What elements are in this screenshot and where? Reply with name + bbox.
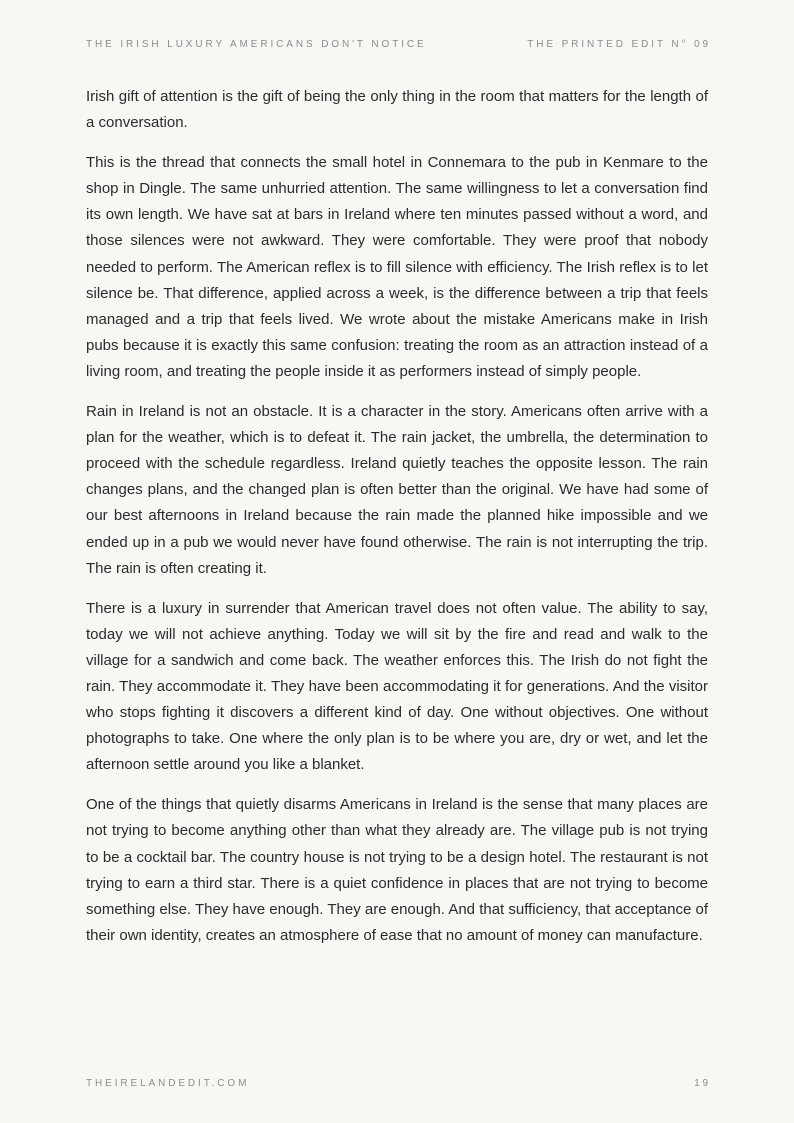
article-paragraph: Irish gift of attention is the gift of being the only thing in the room that matters for the length of a conversation. (86, 88, 708, 132)
running-header (86, 37, 711, 51)
article-paragraph: This is the thread that connects the small hotel in Connemara to the pub in Kenmare to the shop in Dingle. The same unhurried attention. The same willingness to let a conversation find its own length. We have sat at bars in Ireland where ten minutes passed without a word, and those silences were not awkward. They were comfortable. They were proof that nobody needed to perform. The American reflex is to fill silence with efficiency. The Irish reflex is to let silence be. That difference, applied across a week, is the difference between a trip that feels managed and a trip that feels lived. We wrote about the mistake Americans make in Irish pubs because it is exactly this same confusion: treating the room as an attraction instead of a living room, and treating the people inside it as performers instead of simply people. (86, 154, 708, 380)
article-paragraph: One of the things that quietly disarms Americans in Ireland is the sense that many places are not trying to become anything other than what they already are. The village pub is not trying to be a cocktail bar. The country house is not trying to be a design hotel. The restaurant is not trying to earn a third star. There is a quiet confidence in places that are not trying to become something else. They have enough. They are enough. And that sufficiency, that acceptance of their own identity, creates an atmosphere of ease that no amount of money can manufacture. (86, 796, 708, 944)
page-number: 19 (694, 1077, 711, 1089)
running-footer (86, 1076, 711, 1090)
article-body (86, 84, 708, 963)
running-header-title: THE IRISH LUXURY AMERICANS DON'T NOTICE (86, 38, 427, 50)
website-url: THEIRELANDEDIT.COM (86, 1077, 250, 1089)
article-paragraph: Rain in Ireland is not an obstacle. It is a character in the story. Americans often arrive with a plan for the weather, which is to defeat it. The rain jacket, the umbrella, the determination to proceed with the schedule regardless. Ireland quietly teaches the opposite lesson. The rain changes plans, and the changed plan is often better than the original. We have had some of our best afternoons in Ireland because the rain made the planned hike impossible and we ended up in a pub we would never have found otherwise. The rain is not interrupting the trip. The rain is often creating it. (86, 403, 708, 577)
article-paragraph: There is a luxury in surrender that American travel does not often value. The ability to say, today we will not achieve anything. Today we will sit by the fire and read and walk to the village for a sandwich and come back. The weather enforces this. The Irish do not fight the rain. They accommodate it. They have been accommodating it for generations. And the visitor who stops fighting it discovers a different kind of day. One without objectives. One without photographs to take. One where the only plan is to be where you are, dry or wet, and let the afternoon settle around you like a blanket. (86, 599, 708, 774)
publication-issue-label: THE PRINTED EDIT N° 09 (527, 38, 711, 50)
